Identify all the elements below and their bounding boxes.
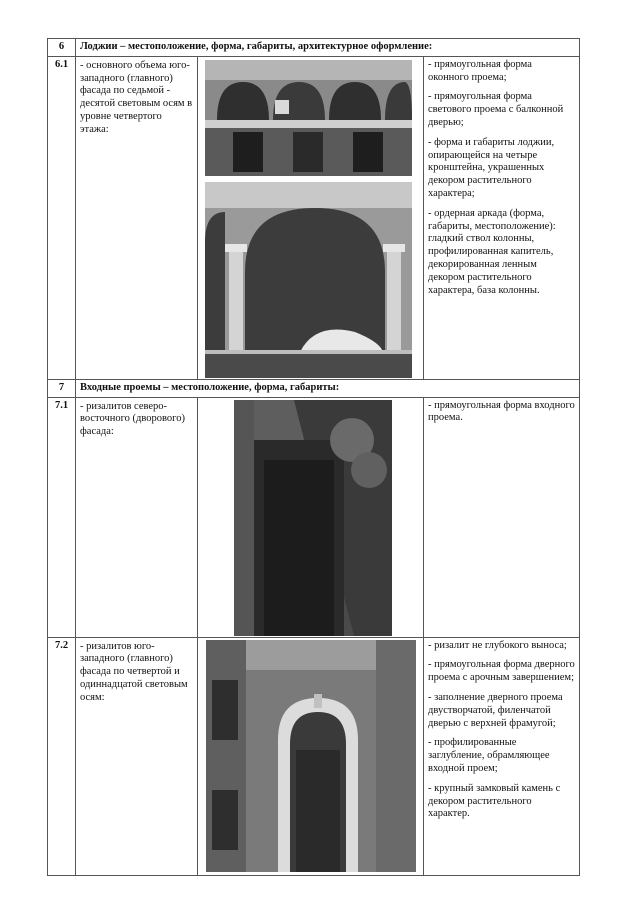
table-row-6-1 bbox=[48, 56, 580, 379]
photo-cell bbox=[198, 56, 424, 379]
loggia-arches-photo bbox=[205, 60, 412, 176]
row-description: - основного объема юго-западного (главного) фасада по седьмой - десятой световым осям в уровне четвертого этажа: bbox=[76, 56, 198, 379]
features-cell bbox=[424, 56, 580, 379]
section-title: Входные проемы – местоположение, форма, габариты: bbox=[76, 379, 580, 397]
feature-item: - прямоугольная форма оконного проема; bbox=[428, 58, 532, 83]
arched-door-photo bbox=[206, 640, 416, 872]
photo-cell bbox=[198, 637, 424, 875]
courtyard-entrance-photo bbox=[234, 400, 392, 636]
feature-item: - заполнение дверного проема двустворчатой, филенчатой дверью с верхней фрамугой; bbox=[428, 691, 563, 729]
feature-item: - прямоугольная форма светового проема с балконной дверью; bbox=[428, 91, 564, 128]
photo-cell bbox=[198, 397, 424, 637]
row-number: 6.1 bbox=[48, 56, 76, 379]
table-row-7-1 bbox=[48, 397, 580, 637]
section-title: Лоджии – местоположение, форма, габариты, архитектурное оформление: bbox=[76, 39, 580, 57]
feature-item: - профилированные заглубление, обрамляющее входной проем; bbox=[428, 737, 550, 774]
features-cell bbox=[424, 397, 580, 637]
row-description: - ризалитов северо-восточного (дворового) фасада: bbox=[76, 397, 198, 637]
section-row-6 bbox=[48, 39, 580, 57]
row-number: 7.1 bbox=[48, 397, 76, 637]
feature-item: - прямоугольная форма дверного проема с арочным завершением; bbox=[428, 659, 575, 684]
feature-item: - прямоугольная форма входного проема. bbox=[428, 399, 575, 424]
loggia-colonnade-photo bbox=[205, 182, 412, 378]
section-row-7 bbox=[48, 379, 580, 397]
feature-item: - ризалит не глубокого выноса; bbox=[428, 639, 567, 651]
feature-item: - ордерная аркада (форма, габариты, местоположение): гладкий ствол колонны, профилированная капитель, декорированная ленным декором растительного характера, база колонны. bbox=[428, 207, 556, 296]
row-number: 7 bbox=[48, 379, 76, 397]
row-number: 7.2 bbox=[48, 637, 76, 875]
feature-item: - форма и габариты лоджии, опирающейся на четыре кронштейна, украшенных декором растительного характера; bbox=[428, 136, 555, 199]
row-description: - ризалитов юго-западного (главного) фасада по четвертой и одиннадцатой световым осям: bbox=[76, 637, 198, 875]
table-row-7-2 bbox=[48, 637, 580, 875]
features-cell bbox=[424, 637, 580, 875]
document-table bbox=[47, 38, 580, 876]
feature-item: - крупный замковый камень с декором растительного характер. bbox=[428, 782, 561, 820]
row-number: 6 bbox=[48, 39, 76, 57]
